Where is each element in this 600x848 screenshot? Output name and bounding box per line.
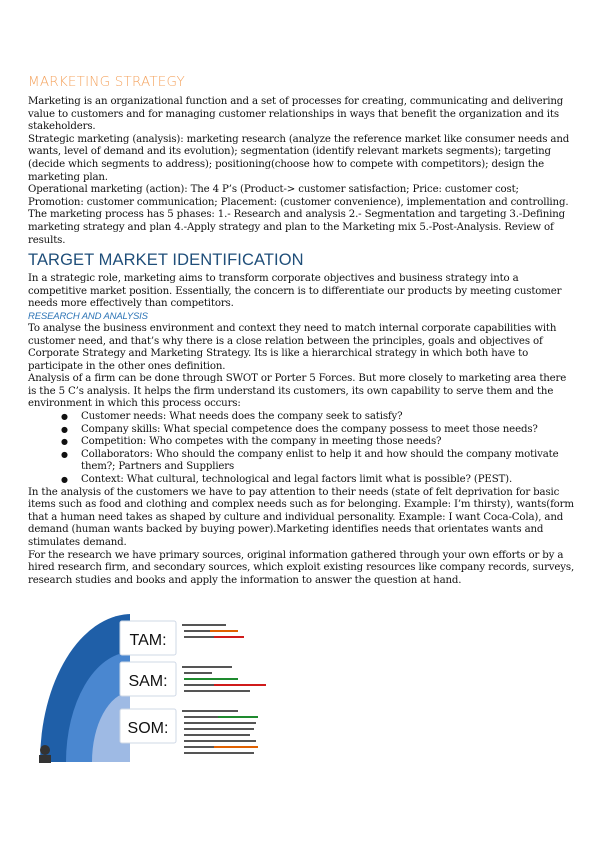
heading-target-market: TARGET MARKET IDENTIFICATION (28, 251, 304, 270)
list-item: ● Company skills: What special competence does the company possess to meet those needs? (81, 424, 576, 437)
sam-label: SAM: (128, 673, 168, 690)
tam-accent-red (214, 636, 244, 638)
research-paragraph: To analyse the business environment and context they need to match internal corporate capabilities with customer need, and that’s why there is a close relation between the principles, goals and objectives of Corporate Strategy and Marketing Strategy. Its is like a hierarchical strategy in which both have to participate in the other ones definition. (28, 322, 557, 372)
heading-research-analysis: RESEARCH AND ANALYSIS (28, 310, 148, 322)
intro-paragraph: Operational marketing (action): The 4 P’s (Product-> customer satisfaction; Price: customer cost; Promotion: customer communication; Placement: (customer convenience), implementation and controlling. (28, 184, 569, 208)
intro-paragraph: Marketing is an organizational function and a set of processes for creating, communicating and delivering value to customers and for managing customer relationships in ways that benefit the organization and its stakeholders. (28, 96, 564, 133)
tam-label: TAM: (129, 632, 167, 649)
som-label: SOM: (127, 720, 169, 737)
research-paragraph: Analysis of a firm can be done through SWOT or Porter 5 Forces. But more closely to marketing area there is the 5 C’s analysis. It helps the firm understand its customers, its own capability to serve them and the environment in which this process occurs: (28, 373, 567, 410)
intro-paragraph: Strategic marketing (analysis): marketing research (analyze the reference market like consumer needs and wants, level of demand and its evolution); segmentation (identify relevant markets segments); targeting (decide which segments to address); positioning(choose how to compete with competitors); design the marketing plan. (28, 133, 570, 183)
sam-accent-red (214, 684, 266, 686)
list-item: ● Competition: Who competes with the company in meeting those needs? (81, 436, 576, 449)
sam-accent-green (184, 678, 238, 680)
som-accent-green (218, 716, 258, 718)
intro-paragraph: The marketing process has 5 phases: 1.- Research and analysis 2.- Segmentation and targeting 3.-Defining marketing strategy and plan 4.-Apply strategy and plan to the Marketing mix 5.-Post-Analysis. Review of results. (28, 209, 566, 246)
tam-accent-orange (210, 630, 238, 632)
list-item: ● Customer needs: What needs does the company seek to satisfy? (81, 411, 576, 424)
list-item: ● Context: What cultural, technological and legal factors limit what is possible? (PEST). (81, 474, 576, 487)
document-body (28, 74, 576, 587)
five-cs-list (28, 411, 576, 487)
target-paragraph: In a strategic role, marketing aims to transform corporate objectives and business strategy into a competitive market position. Essentially, the concern is to differentiate our products by meeting customer needs more effectively than competitors. (28, 273, 562, 310)
tam-sam-som-figure (34, 612, 296, 764)
heading-marketing-strategy: MARKETING STRATEGY (28, 74, 185, 90)
closing-paragraph: For the research we have primary sources, original information gathered through your own efforts or by a hired research firm, and secondary sources, which exploit existing resources like company records, surveys, research studies and books and apply the information to answer the question at hand. (28, 549, 575, 586)
list-item: ● Collaborators: Who should the company enlist to help it and how should the company motivate them?; Partners and Suppliers (81, 449, 576, 474)
closing-paragraph: In the analysis of the customers we have to pay attention to their needs (state of felt deprivation for basic items such as food and clothing and complex needs such as for belonging. Example: I’m thirsty), wants(form that a human need takes as shaped by culture and individual personality. Example: I want Coca-Cola), and demand (human wants backed by buying power).Marketing identifies needs that orientates wants and stimulates demand. (28, 486, 574, 548)
som-accent-orange (214, 746, 258, 748)
